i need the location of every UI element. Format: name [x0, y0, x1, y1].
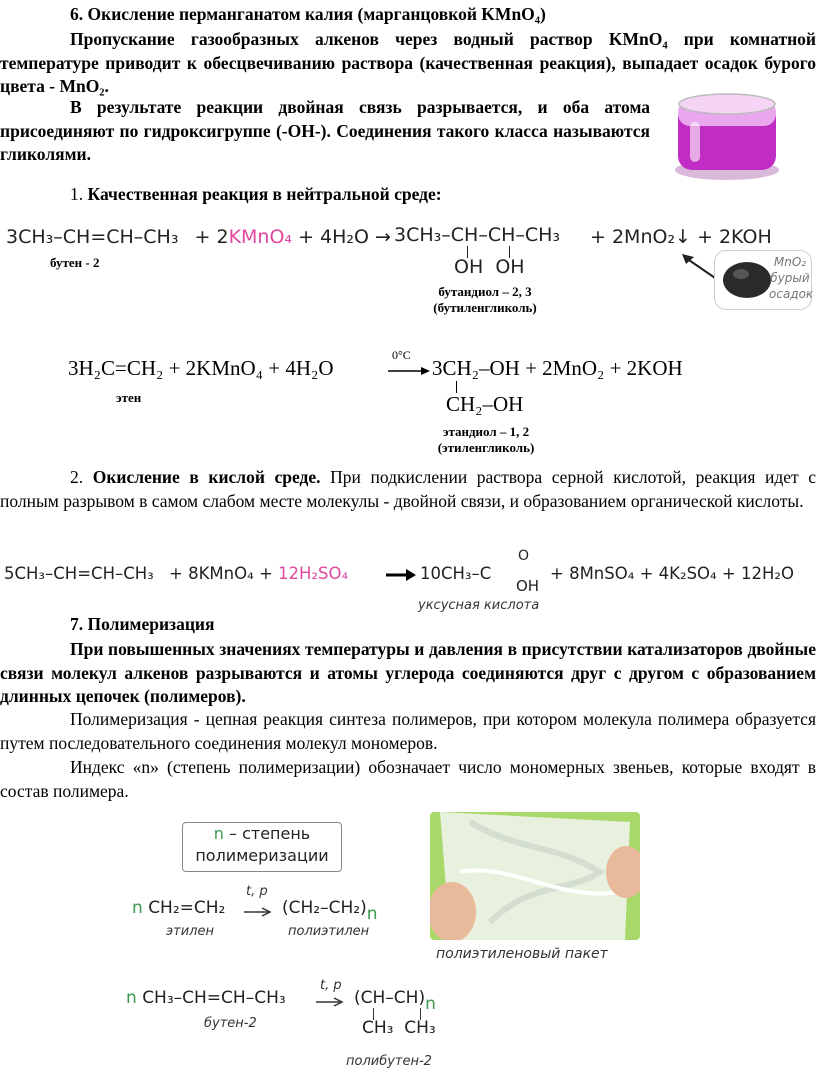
equation-3-products: + 8MnSO₄ + 4K₂SO₄ + 12H₂O: [550, 564, 794, 583]
section7-paragraph-2: Полимеризация - цепная реакция синтеза полимеров, при котором молекула полимера образуется путем последовательного соединения молекул мономеров.: [0, 709, 816, 753]
polymerization-1-product: (CH₂–CH₂)n: [282, 898, 378, 924]
equation-2-right-bottom: CH₂–OH: [446, 392, 524, 416]
label-ethene: этен: [116, 390, 142, 405]
section7-title: 7. Полимеризация: [70, 614, 215, 634]
label-butanediol: бутандиол – 2, 3 (бутиленгликоль): [433, 284, 537, 315]
section7-paragraph-1: При повышенных значениях температуры и давления в присутствии катализаторов двойные связи молекул алкенов разрываются и атомы углерода соединяются друг с другом с образованием длинных цепочек (полимеров).: [0, 639, 816, 706]
permanganate-beaker-image: [668, 86, 786, 182]
item1-number: 1.: [70, 184, 84, 204]
label-ethylene: этилен: [166, 924, 214, 939]
polymerization-degree-box: n – степень полимеризации: [182, 822, 342, 872]
polymerization-1-condition: t, p: [246, 884, 268, 899]
item1-title: Качественная реакция в нейтральной среде:: [87, 184, 442, 204]
equation-2-left: 3H₂C=CH₂ + 2KMnO₄ + 4H₂O: [68, 356, 334, 380]
equation-1-hydroxyls: OH OH: [454, 256, 525, 278]
polymerization-2-product: (CH–CH)n: [354, 988, 436, 1014]
section6-paragraph-1: Пропускание газообразных алкенов через водный раствор KMnO₄ при комнатной температуре приводит к обесцвечиванию раствора (качественная реакция), выпадает осадок бурого цвета - MnO₂.: [0, 29, 816, 96]
mno2-precipitate-badge: MnO₂ бурый осадок: [714, 250, 812, 310]
kmno4-reagent: KMnO₄: [228, 226, 293, 248]
item2-paragraph: 2. Окисление в кислой среде. При подкислении раствора серной кислотой, реакция идет с полным разрывом в самом слабом месте молекулы - двойной связи, и образованием органической кислоты.: [0, 467, 816, 511]
polymerization-1-reactant: n CH₂=CH₂: [132, 898, 226, 918]
label-butene-2: бутен - 2: [50, 255, 100, 270]
polymerization-2-reactant: n CH₃–CH=CH–CH₃: [126, 988, 286, 1008]
h2so4-reagent: 12H₂SO₄: [278, 564, 349, 583]
equation-3-hydroxyl: OH: [516, 577, 540, 595]
equation-3-acid: 10CH₃–C: [420, 564, 492, 583]
equation-2-right: 3CH₂–OH + 2MnO₂ + 2KOH: [432, 356, 683, 380]
label-polyethylene: полиэтилен: [288, 924, 370, 939]
equation-1-byproducts: + 2MnO₂↓ + 2KOH: [590, 226, 772, 248]
label-polyethylene-bag: полиэтиленовый пакет: [436, 946, 608, 962]
reaction-arrow-icon: [388, 364, 430, 376]
label-ethanediol: этандиол – 1, 2 (этиленгликоль): [437, 424, 535, 455]
equation-1-product: 3CH₃–CH–CH–CH₃: [394, 224, 561, 246]
polymerization-2-methyls: CH₃ CH₃: [362, 1018, 436, 1038]
equation-3-left: 5CH₃–CH=CH–CH₃ + 8KMnO₄ + 12H₂SO₄: [4, 564, 349, 583]
section6-paragraph-2: В результате реакции двойная связь разрывается, и оба атома присоединяют по гидроксигруппе (-ОН-). Соединения такого класса называются гликолями.: [0, 97, 650, 164]
reaction-arrow-icon: [316, 994, 346, 1004]
label-butene-2-lower: бутен-2: [204, 1016, 257, 1031]
mno2-powder-icon: [721, 259, 773, 301]
reaction-arrow-icon: [386, 568, 416, 580]
section7-paragraph-3: Индекс «n» (степень полимеризации) обозначает число мономерных звеньев, которые входят в состав полимера.: [0, 757, 816, 801]
label-polybutene-2: полибутен-2: [346, 1054, 432, 1069]
reaction-arrow-icon: [244, 904, 274, 914]
polymerization-2-condition: t, p: [320, 978, 342, 993]
equation-1-left: 3CH₃–CH=CH–CH₃ + 2KMnO₄ + 4H₂O →: [6, 226, 391, 248]
equation-3-oxygen: O: [518, 548, 530, 564]
equation-2-condition: 0°C: [392, 348, 411, 362]
label-acetic-acid: уксусная кислота: [418, 598, 540, 613]
section6-title: 6. Окисление перманганатом калия (марганцовкой KMnO₄): [70, 4, 546, 24]
polyethylene-bag-photo: [430, 812, 640, 940]
